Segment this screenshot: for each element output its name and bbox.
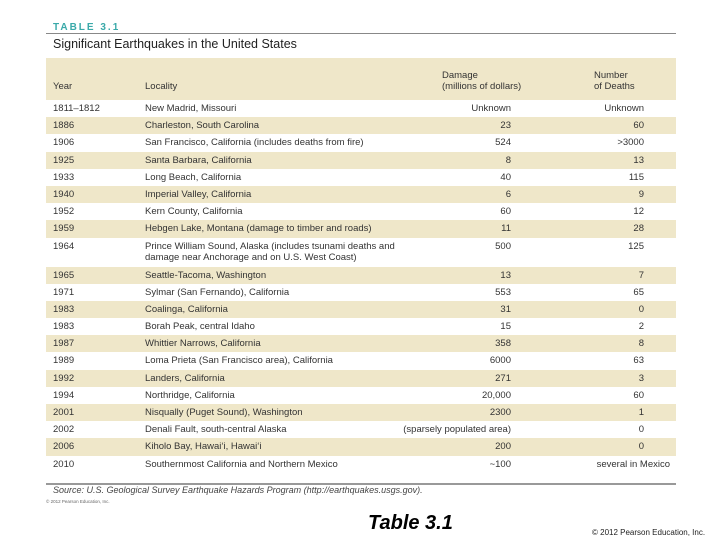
cell-deaths: several in Mexico	[596, 458, 670, 470]
cell-damage: 40	[500, 171, 511, 183]
cell-damage: (sparsely populated area)	[403, 424, 511, 436]
copyright: © 2012 Pearson Education, Inc.	[592, 528, 706, 537]
copyright-small: © 2012 Pearson Education, Inc.	[46, 499, 110, 504]
source-note: Source: U.S. Geological Survey Earthquake Hazards Program (http://earthquakes.usgs.gov).	[53, 485, 423, 495]
table-title: Significant Earthquakes in the United States	[53, 37, 297, 51]
cell-deaths: 2	[638, 321, 644, 333]
cell-year: 1989	[53, 355, 75, 367]
header-deaths-line1: Number	[594, 70, 628, 81]
cell-damage: ~100	[489, 458, 511, 470]
cell-year: 2010	[53, 458, 75, 470]
cell-locality: Seattle-Tacoma, Washington	[145, 269, 267, 281]
table-row	[46, 169, 676, 186]
table-row	[46, 267, 676, 284]
cell-deaths: 13	[633, 154, 644, 166]
cell-locality: Nisqually (Puget Sound), Washington	[145, 407, 303, 418]
cell-year: 1983	[53, 321, 75, 333]
table-row	[46, 284, 676, 301]
cell-damage: 13	[500, 269, 511, 281]
table-row	[46, 318, 676, 335]
cell-locality: Santa Barbara, California	[145, 154, 252, 166]
cell-damage: 23	[500, 120, 511, 132]
table-row	[46, 220, 676, 237]
cell-year: 1994	[53, 389, 75, 401]
cell-damage: 31	[500, 303, 511, 315]
table-row	[46, 456, 676, 473]
cell-deaths: 12	[633, 206, 644, 218]
table-row	[46, 152, 676, 169]
cell-year: 1992	[53, 372, 75, 384]
table-row	[46, 117, 676, 134]
header-deaths-line2: of Deaths	[594, 81, 635, 92]
earthquake-table	[46, 58, 676, 473]
cell-damage: 15	[500, 321, 511, 333]
cell-locality: San Francisco, California (includes deaths from fire)	[145, 137, 364, 149]
cell-deaths: 60	[633, 120, 644, 132]
header-damage	[442, 70, 521, 92]
cell-damage: 271	[495, 372, 511, 384]
cell-deaths: 115	[628, 171, 644, 183]
cell-locality: Prince William Sound, Alaska (includes tsunami deaths and damage near Anchorage and on U.S. West Coast)	[145, 240, 395, 263]
cell-deaths: 9	[638, 188, 644, 200]
cell-deaths: 63	[633, 355, 644, 367]
cell-damage: 500	[495, 240, 511, 252]
header-deaths	[594, 70, 635, 92]
table-row	[46, 370, 676, 387]
cell-damage: 11	[501, 223, 511, 235]
cell-locality: New Madrid, Missouri	[145, 103, 237, 114]
cell-deaths: 28	[633, 223, 644, 235]
cell-locality: Imperial Valley, California	[145, 188, 252, 200]
cell-locality: Southernmost California and Northern Mexico	[145, 458, 338, 470]
cell-year: 1940	[53, 188, 75, 200]
cell-deaths: >3000	[617, 137, 644, 149]
cell-year: 2002	[53, 424, 75, 436]
table-row	[46, 335, 676, 352]
table-row	[46, 100, 676, 117]
header-damage-line2: (millions of dollars)	[442, 81, 522, 92]
cell-damage: 6	[505, 188, 511, 200]
cell-locality: Borah Peak, central Idaho	[145, 321, 255, 333]
cell-locality: Denali Fault, south-central Alaska	[145, 424, 287, 436]
cell-year: 1925	[53, 154, 75, 166]
cell-locality: Sylmar (San Fernando), California	[145, 286, 290, 298]
cell-year: 1971	[53, 286, 75, 298]
cell-locality: Kern County, California	[145, 206, 243, 218]
cell-locality: Kiholo Bay, Hawai‘i, Hawai‘i	[145, 441, 262, 453]
cell-deaths: Unknown	[604, 103, 644, 114]
cell-locality: Hebgen Lake, Montana (damage to timber and roads)	[145, 223, 372, 235]
cell-year: 1965	[53, 269, 75, 281]
cell-year: 1886	[53, 120, 75, 132]
cell-locality: Coalinga, California	[145, 303, 228, 315]
cell-year: 1933	[53, 171, 75, 183]
cell-year: 1906	[53, 137, 75, 149]
cell-year: 1987	[53, 338, 75, 350]
cell-year: 2001	[53, 407, 75, 418]
cell-deaths: 8	[638, 338, 644, 350]
cell-year: 1983	[53, 303, 75, 315]
cell-damage: 8	[505, 154, 511, 166]
divider	[46, 33, 676, 34]
table-row	[46, 352, 676, 369]
cell-locality: Charleston, South Carolina	[145, 120, 260, 132]
cell-damage: Unknown	[471, 103, 511, 114]
cell-deaths: 125	[628, 240, 644, 252]
table-header	[46, 58, 676, 100]
header-locality: Locality	[145, 81, 178, 92]
caption: Table 3.1	[368, 512, 453, 534]
cell-deaths: 0	[638, 424, 644, 436]
table-row	[46, 238, 676, 267]
table-row	[46, 203, 676, 220]
cell-deaths: 65	[633, 286, 644, 298]
cell-locality: Northridge, California	[145, 389, 235, 401]
cell-locality: Whittier Narrows, California	[145, 338, 261, 350]
cell-damage: 553	[495, 286, 511, 298]
cell-damage: 6000	[489, 355, 511, 367]
cell-deaths: 3	[638, 372, 644, 384]
cell-damage: 200	[495, 441, 511, 453]
cell-deaths: 7	[638, 269, 644, 281]
cell-year: 1811–1812	[53, 103, 100, 114]
cell-deaths: 1	[638, 407, 644, 418]
cell-damage: 2300	[489, 407, 511, 418]
table-row	[46, 301, 676, 318]
cell-damage: 60	[500, 206, 511, 218]
cell-year: 2006	[53, 441, 75, 453]
cell-damage: 524	[495, 137, 511, 149]
cell-locality: Loma Prieta (San Francisco area), California	[145, 355, 333, 367]
header-year: Year	[53, 81, 73, 92]
table-row	[46, 404, 676, 421]
cell-year: 1952	[53, 206, 75, 218]
table-row	[46, 438, 676, 455]
cell-year: 1964	[53, 240, 75, 252]
table-row	[46, 387, 676, 404]
table-row	[46, 421, 676, 438]
header-damage-line1: Damage	[442, 70, 478, 81]
cell-deaths: 0	[638, 303, 644, 315]
cell-deaths: 60	[633, 389, 644, 401]
cell-locality: Landers, California	[145, 372, 225, 384]
cell-year: 1959	[53, 223, 75, 235]
table-row	[46, 186, 676, 203]
cell-damage: 358	[495, 338, 511, 350]
cell-locality: Long Beach, California	[145, 171, 242, 183]
table-label: TABLE 3.1	[53, 22, 121, 33]
cell-deaths: 0	[638, 441, 644, 453]
cell-damage: 20,000	[481, 389, 511, 401]
table-row	[46, 134, 676, 151]
